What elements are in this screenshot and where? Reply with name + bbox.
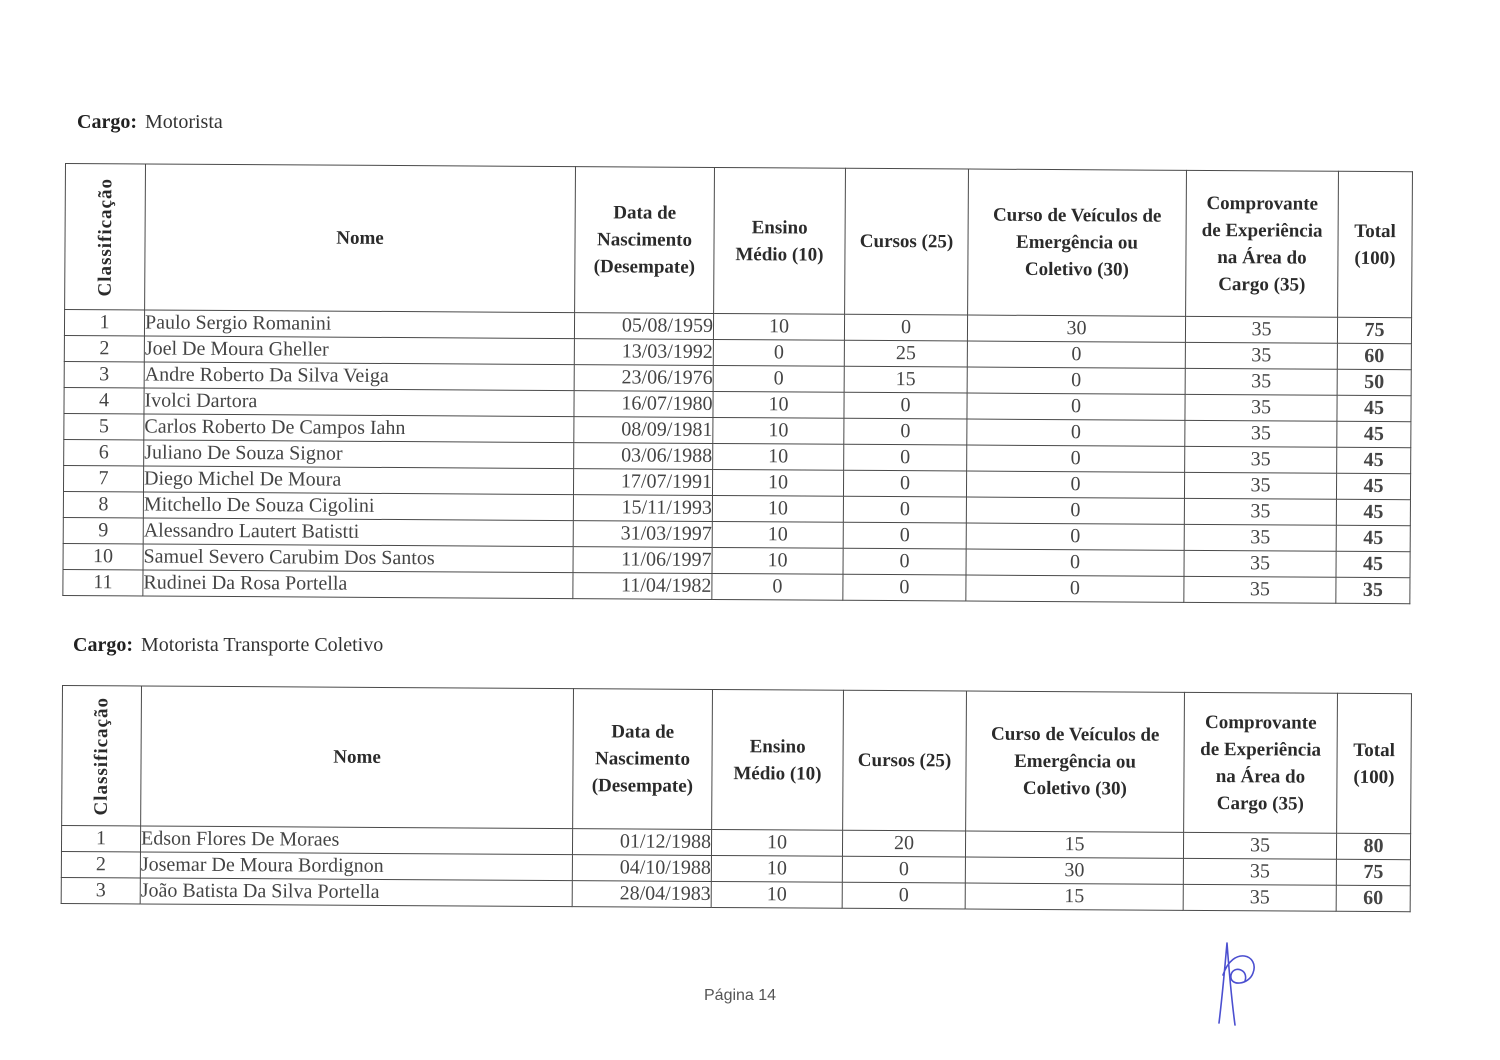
- cursos-cell: 0: [843, 574, 966, 601]
- col-data-nascimento: Data de Nascimento (Desempate): [575, 167, 715, 314]
- experiencia-cell: 35: [1185, 316, 1337, 343]
- cursos-cell: 0: [843, 522, 966, 549]
- cursos-cell: 15: [844, 366, 967, 393]
- name-cell: João Batista Da Silva Portella: [140, 878, 572, 907]
- birth-date-cell: 28/04/1983: [572, 881, 711, 908]
- name-cell: Edson Flores De Moraes: [140, 826, 572, 855]
- cargo-name: Motorista Transporte Coletivo: [140, 634, 384, 656]
- curso-veiculos-cell: 0: [967, 393, 1185, 420]
- table-header-row: [65, 164, 1413, 318]
- experiencia-cell: 35: [1183, 858, 1336, 885]
- cursos-cell: 0: [842, 882, 965, 909]
- birth-date-cell: 15/11/1993: [573, 495, 712, 522]
- total-cell: 60: [1337, 343, 1411, 369]
- name-cell: Diego Michel De Moura: [143, 466, 573, 495]
- rank-cell: 4: [64, 387, 144, 413]
- birth-date-cell: 23/06/1976: [574, 365, 713, 392]
- curso-veiculos-cell: 0: [966, 497, 1184, 524]
- section-title-motorista-transporte-coletivo: [73, 634, 383, 657]
- name-cell: Alessandro Lautert Batistti: [143, 518, 573, 547]
- signature-icon: [1205, 935, 1275, 1030]
- ensino-medio-cell: 10: [713, 417, 844, 444]
- birth-date-cell: 08/09/1981: [574, 417, 713, 444]
- ensino-medio-cell: 10: [713, 443, 844, 470]
- ensino-medio-cell: 10: [712, 521, 843, 548]
- curso-veiculos-cell: 0: [966, 471, 1184, 498]
- ensino-medio-cell: 10: [711, 881, 842, 908]
- cargo-name: Motorista: [144, 111, 223, 133]
- name-cell: Joel De Moura Gheller: [144, 336, 574, 365]
- cursos-cell: 0: [844, 392, 967, 419]
- col-total: Total (100): [1337, 693, 1412, 833]
- rank-cell: 8: [63, 491, 143, 517]
- name-cell: Paulo Sergio Romanini: [144, 310, 574, 339]
- curso-veiculos-cell: 30: [965, 857, 1183, 884]
- page-number: Página 14: [704, 987, 777, 1004]
- ensino-medio-cell: 0: [713, 365, 844, 392]
- rank-cell: 2: [64, 335, 144, 361]
- curso-veiculos-cell: 0: [966, 549, 1184, 576]
- rank-cell: 3: [64, 361, 144, 387]
- col-curso-veiculos: Curso de Veículos de Emergência ou Coletivo (30): [968, 169, 1187, 316]
- cargo-label: Cargo:: [77, 111, 137, 133]
- experiencia-cell: 35: [1184, 550, 1336, 577]
- birth-date-cell: 05/08/1959: [574, 313, 713, 340]
- birth-date-cell: 16/07/1980: [574, 391, 713, 418]
- ensino-medio-cell: 10: [711, 855, 842, 882]
- cursos-cell: 0: [843, 548, 966, 575]
- experiencia-cell: 35: [1185, 394, 1337, 421]
- curso-veiculos-cell: 0: [966, 523, 1184, 550]
- cursos-cell: 0: [844, 444, 967, 471]
- ensino-medio-cell: 10: [712, 495, 843, 522]
- birth-date-cell: 13/03/1992: [574, 339, 713, 366]
- curso-veiculos-cell: 15: [965, 831, 1183, 858]
- birth-date-cell: 11/06/1997: [573, 547, 712, 574]
- experiencia-cell: 35: [1184, 576, 1336, 603]
- rank-cell: 1: [61, 826, 140, 852]
- curso-veiculos-cell: 0: [966, 575, 1184, 602]
- birth-date-cell: 11/04/1982: [573, 573, 712, 600]
- col-curso-veiculos: Curso de Veículos de Emergência ou Coletivo (30): [966, 691, 1185, 832]
- total-cell: 45: [1337, 395, 1411, 421]
- cursos-cell: 20: [842, 830, 965, 857]
- col-ensino-medio: Ensino Médio (10): [712, 689, 844, 830]
- birth-date-cell: 01/12/1988: [572, 829, 711, 856]
- ensino-medio-cell: 10: [711, 829, 842, 856]
- col-total: Total (100): [1338, 171, 1413, 317]
- birth-date-cell: 04/10/1988: [572, 855, 711, 882]
- col-nome: Nome: [141, 686, 574, 829]
- col-nome: Nome: [145, 164, 576, 313]
- ranking-table-motorista-transporte-coletivo: [61, 685, 1412, 912]
- col-cursos: Cursos (25): [845, 168, 969, 315]
- birth-date-cell: 17/07/1991: [573, 469, 712, 496]
- section-title-motorista: [77, 111, 223, 134]
- curso-veiculos-cell: 0: [967, 367, 1185, 394]
- table-header-row: [62, 686, 1412, 834]
- total-cell: 80: [1336, 833, 1410, 859]
- cursos-cell: 25: [844, 340, 967, 367]
- ensino-medio-cell: 10: [712, 469, 843, 496]
- total-cell: 35: [1336, 577, 1410, 603]
- col-classificacao: Classificação: [65, 164, 146, 310]
- rank-cell: 2: [61, 851, 140, 877]
- total-cell: 45: [1336, 551, 1410, 577]
- name-cell: Josemar De Moura Bordignon: [140, 852, 572, 881]
- col-comprovante-experiencia: Comprovante de Experiência na Área do Cargo (35): [1184, 692, 1338, 833]
- rank-cell: 11: [63, 569, 143, 595]
- total-cell: 45: [1337, 421, 1411, 447]
- cursos-cell: 0: [842, 856, 965, 883]
- col-comprovante-experiencia: Comprovante de Experiência na Área do Cargo (35): [1186, 170, 1339, 317]
- total-cell: 45: [1336, 473, 1410, 499]
- birth-date-cell: 31/03/1997: [573, 521, 712, 548]
- rank-cell: 6: [64, 439, 144, 465]
- total-cell: 60: [1336, 885, 1410, 911]
- name-cell: Mitchello De Souza Cigolini: [143, 492, 573, 521]
- experiencia-cell: 35: [1184, 498, 1336, 525]
- cursos-cell: 0: [844, 418, 967, 445]
- name-cell: Rudinei Da Rosa Portella: [143, 570, 573, 599]
- cursos-cell: 0: [843, 470, 966, 497]
- total-cell: 45: [1336, 525, 1410, 551]
- name-cell: Juliano De Souza Signor: [144, 440, 574, 469]
- ensino-medio-cell: 0: [713, 339, 844, 366]
- name-cell: Carlos Roberto De Campos Iahn: [144, 414, 574, 443]
- experiencia-cell: 35: [1184, 472, 1336, 499]
- ensino-medio-cell: 10: [713, 391, 844, 418]
- experiencia-cell: 35: [1185, 420, 1337, 447]
- experiencia-cell: 35: [1183, 832, 1336, 859]
- name-cell: Andre Roberto Da Silva Veiga: [144, 362, 574, 391]
- experiencia-cell: 35: [1183, 884, 1336, 911]
- curso-veiculos-cell: 0: [967, 419, 1185, 446]
- total-cell: 75: [1336, 859, 1410, 885]
- col-cursos: Cursos (25): [843, 690, 967, 831]
- rank-cell: 3: [61, 877, 140, 903]
- total-cell: 45: [1337, 447, 1411, 473]
- ensino-medio-cell: 10: [712, 547, 843, 574]
- rank-cell: 9: [63, 517, 143, 543]
- experiencia-cell: 35: [1184, 524, 1336, 551]
- cargo-label: Cargo:: [73, 634, 133, 656]
- rank-cell: 10: [63, 543, 143, 569]
- birth-date-cell: 03/06/1988: [574, 443, 713, 470]
- experiencia-cell: 35: [1185, 342, 1337, 369]
- cursos-cell: 0: [844, 314, 967, 341]
- name-cell: Samuel Severo Carubim Dos Santos: [143, 544, 573, 573]
- name-cell: Ivolci Dartora: [144, 388, 574, 417]
- ranking-table-motorista: [62, 163, 1413, 604]
- rank-cell: 1: [64, 310, 144, 336]
- col-ensino-medio: Ensino Médio (10): [714, 167, 846, 314]
- ensino-medio-cell: 0: [712, 573, 843, 600]
- rank-cell: 7: [63, 465, 143, 491]
- col-classificacao: Classificação: [62, 686, 142, 826]
- experiencia-cell: 35: [1185, 368, 1337, 395]
- curso-veiculos-cell: 0: [967, 445, 1185, 472]
- total-cell: 75: [1337, 317, 1411, 343]
- ensino-medio-cell: 10: [713, 313, 844, 340]
- curso-veiculos-cell: 15: [965, 883, 1183, 910]
- total-cell: 50: [1337, 369, 1411, 395]
- curso-veiculos-cell: 30: [967, 315, 1185, 342]
- col-data-nascimento: Data de Nascimento (Desempate): [573, 689, 713, 830]
- cursos-cell: 0: [843, 496, 966, 523]
- curso-veiculos-cell: 0: [967, 341, 1185, 368]
- total-cell: 45: [1336, 499, 1410, 525]
- experiencia-cell: 35: [1185, 446, 1337, 473]
- rank-cell: 5: [64, 413, 144, 439]
